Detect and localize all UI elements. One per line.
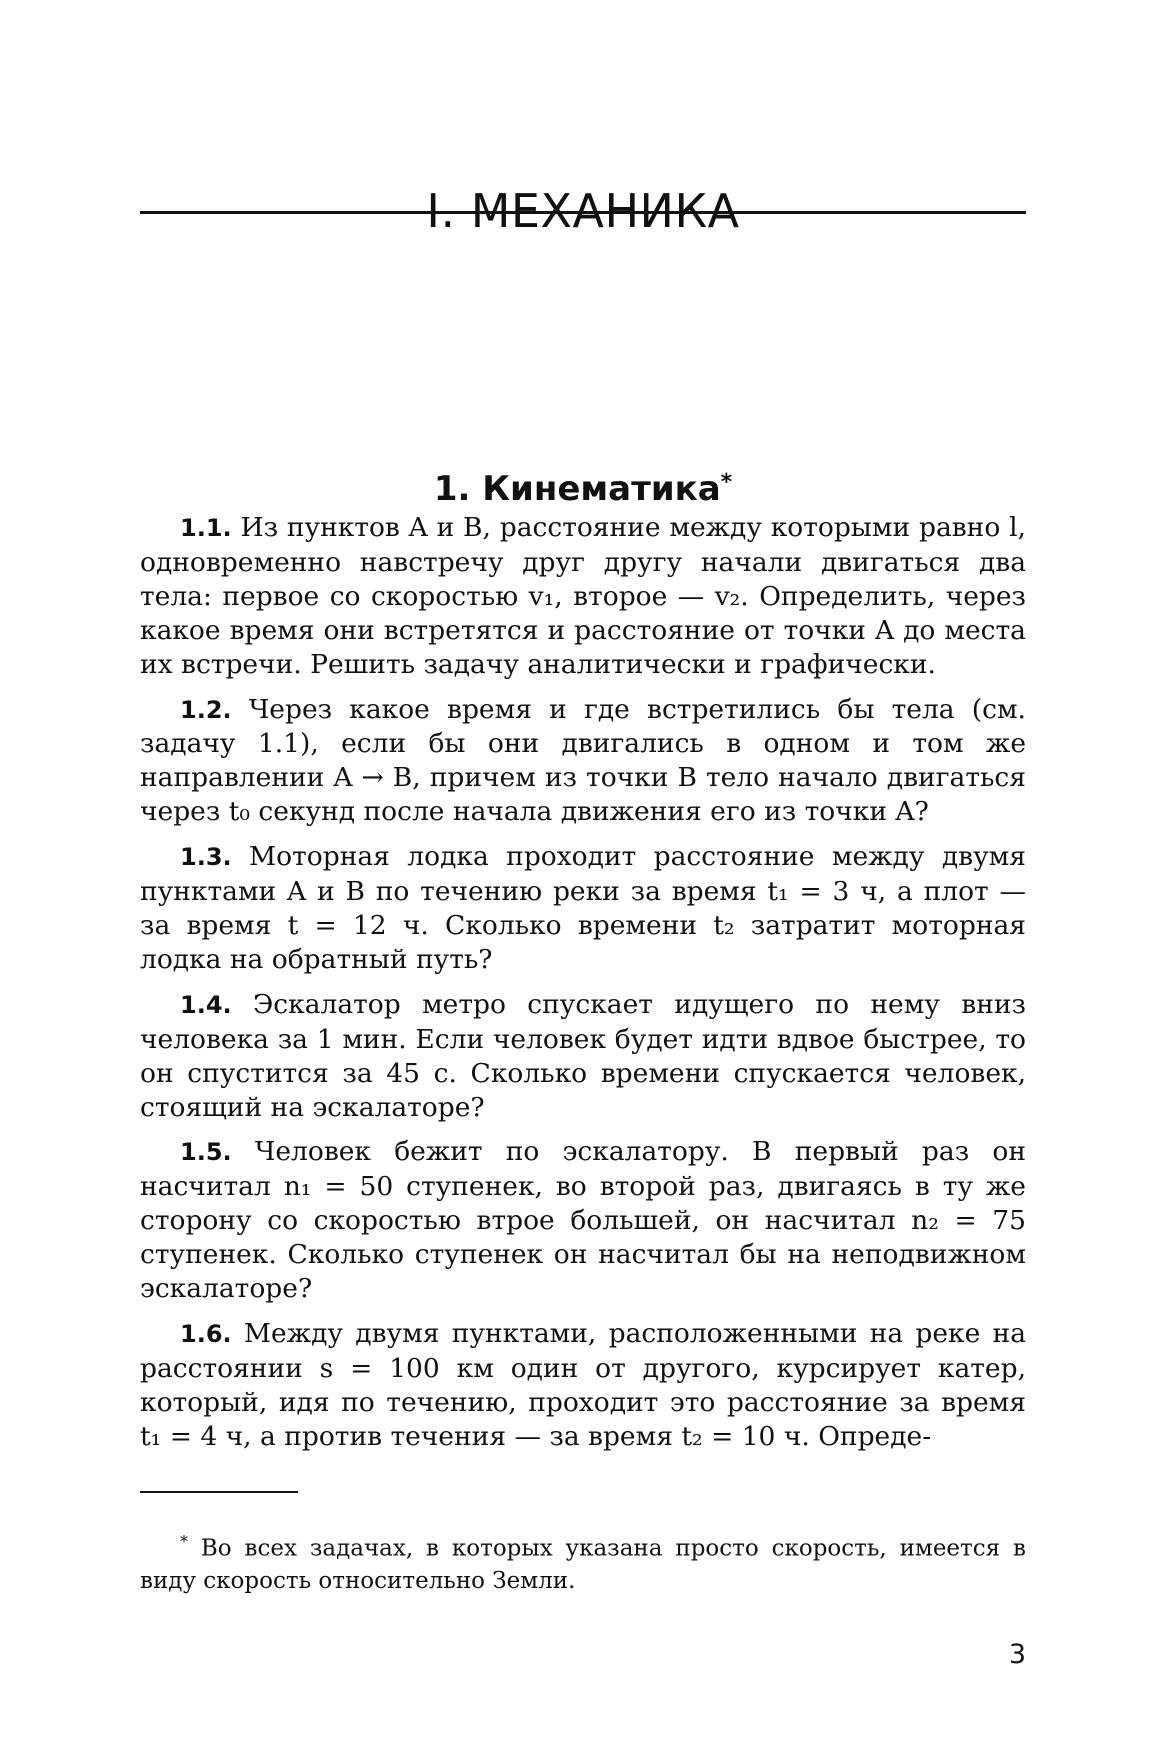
problem-text: Между двумя пунктами, расположенными на реке на расстоянии s = 100 км один от другого, курсирует катер, который, идя по течению, проходит это расстояние за время t₁ = 4 ч, а против течения — за время t₂ = 10 ч. Опреде-	[140, 1317, 1026, 1452]
problem-1-4	[140, 988, 1026, 1125]
problem-number: 1.6.	[180, 1319, 232, 1348]
problem-number: 1.2.	[180, 695, 232, 724]
problems-list	[140, 511, 1026, 1454]
problem-1-1	[140, 511, 1026, 682]
problem-text: Моторная лодка проходит расстояние между двумя пунктами A и B по течению реки за время t₁ = 3 ч, а плот — за время t = 12 ч. Сколько времени t₂ затратит моторная лодка на обратный путь?	[140, 841, 1026, 975]
problem-1-5	[140, 1135, 1026, 1306]
problem-number: 1.4.	[180, 990, 232, 1019]
footnote-rule	[140, 1491, 298, 1493]
problem-number: 1.3.	[180, 843, 232, 872]
footnote	[140, 1526, 1026, 1597]
page-number: 3	[1008, 1639, 1026, 1670]
problem-text: Из пунктов A и B, расстояние между которыми равно l, одновременно навстречу друг другу начали двигаться два тела: первое со скоростью v₁, второе — v₂. Определить, через какое время они встретятся и расстояние от точки A до места их встречи. Решить задачу аналитически и графически.	[140, 512, 1026, 680]
title-rule	[140, 211, 1026, 214]
part-title: I. МЕХАНИКА	[426, 183, 740, 238]
problem-number: 1.1.	[180, 514, 232, 542]
footnote-text: Во всех задачах, в которых указана просто скорость, имеется в виду скорость относительно Земли.	[140, 1535, 1026, 1594]
problem-1-2	[140, 693, 1026, 830]
problem-text: Через какое время и где встретились бы тела (см. задачу 1.1), если бы они двигались в одном и том же направлении A → B, причем из точки B тело начало двигаться через t₀ секунд после начала движения его из точки A?	[140, 693, 1026, 828]
problem-1-3	[140, 840, 1026, 977]
section-title-text: 1. Кинематика	[433, 469, 721, 510]
problem-number: 1.5.	[180, 1138, 232, 1167]
section-footnote-marker: *	[720, 470, 733, 496]
problem-1-6	[140, 1317, 1026, 1454]
problem-text: Эскалатор метро спускает идущего по нему вниз человека за 1 мин. Если человек будет идти вдвое быстрее, то он спустится за 45 с. Сколько времени спускается человек, стоящий на эскалаторе?	[140, 988, 1026, 1123]
section-title	[140, 465, 1026, 513]
problem-text: Человек бежит по эскалатору. В первый раз он насчитал n₁ = 50 ступенек, во второй раз, двигаясь в ту же сторону со скоростью втрое большей, он насчитал n₂ = 75 ступенек. Сколько ступенек он насчитал бы на неподвижном эскалаторе?	[140, 1136, 1026, 1305]
footnote-marker: *	[180, 1532, 188, 1551]
